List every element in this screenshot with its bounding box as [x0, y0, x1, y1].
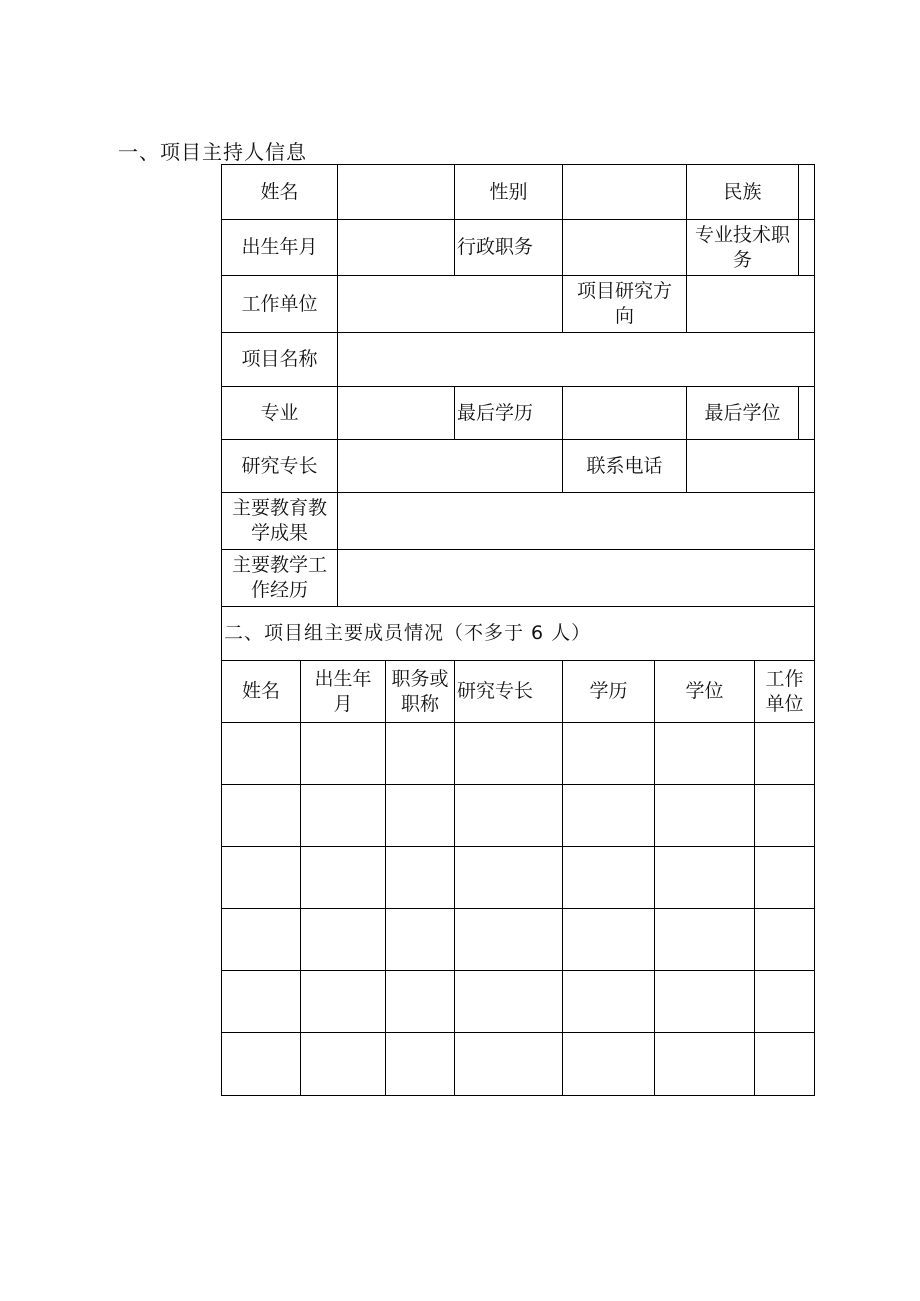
- member-cell[interactable]: [563, 1033, 654, 1095]
- birth-date-label: 出生年月: [241, 236, 318, 258]
- research-direction-label: 项目研究方 向: [576, 280, 672, 327]
- member-cell[interactable]: [301, 1033, 385, 1095]
- section-2-title: 二、项目组主要成员情况（不多于 6 人）: [224, 622, 592, 644]
- member-cell[interactable]: [655, 723, 754, 784]
- expertise-field[interactable]: [338, 440, 562, 492]
- member-cell[interactable]: [755, 971, 814, 1032]
- member-cell[interactable]: [222, 847, 300, 908]
- birth-date-field[interactable]: [338, 220, 454, 275]
- member-cell[interactable]: [655, 847, 754, 908]
- major-field[interactable]: [338, 387, 454, 439]
- section-1-title: 一、项目主持人信息: [118, 140, 307, 164]
- member-cell[interactable]: [563, 909, 654, 970]
- member-cell[interactable]: [301, 785, 385, 846]
- member-cell[interactable]: [386, 909, 454, 970]
- members-header-title: 职务或 职称: [391, 667, 449, 715]
- members-header-education: 学历: [589, 680, 628, 702]
- achievements-label: 主要教育教 学成果: [231, 497, 327, 544]
- member-cell[interactable]: [655, 785, 754, 846]
- member-cell[interactable]: [386, 847, 454, 908]
- member-cell[interactable]: [222, 723, 300, 784]
- member-cell[interactable]: [655, 909, 754, 970]
- member-cell[interactable]: [563, 785, 654, 846]
- member-cell[interactable]: [455, 1033, 562, 1095]
- name-label: 姓名: [260, 180, 299, 203]
- admin-post-field[interactable]: [563, 220, 686, 275]
- member-cell[interactable]: [222, 971, 300, 1032]
- member-cell[interactable]: [455, 909, 562, 970]
- members-header-name: 姓名: [241, 680, 280, 702]
- degree-field[interactable]: [799, 387, 814, 439]
- member-cell[interactable]: [755, 909, 814, 970]
- experience-field[interactable]: [338, 550, 814, 606]
- member-cell[interactable]: [563, 847, 654, 908]
- name-field[interactable]: [338, 165, 454, 219]
- ethnicity-label: 民族: [723, 180, 762, 203]
- experience-label: 主要教学工 作经历: [231, 554, 327, 601]
- degree-label: 最后学位: [704, 401, 781, 424]
- education-field[interactable]: [563, 387, 686, 439]
- expertise-label: 研究专长: [241, 454, 318, 477]
- members-header-employer: 工作 单位: [765, 667, 804, 715]
- phone-field[interactable]: [687, 440, 814, 492]
- members-header-expertise: 研究专长: [457, 680, 534, 702]
- member-cell[interactable]: [455, 971, 562, 1032]
- member-cell[interactable]: [386, 723, 454, 784]
- employer-field[interactable]: [338, 276, 562, 332]
- member-cell[interactable]: [455, 847, 562, 908]
- member-cell[interactable]: [563, 723, 654, 784]
- tech-title-field[interactable]: [799, 220, 814, 275]
- member-cell[interactable]: [755, 723, 814, 784]
- member-cell[interactable]: [755, 1033, 814, 1095]
- member-cell[interactable]: [222, 785, 300, 846]
- member-cell[interactable]: [455, 785, 562, 846]
- member-cell[interactable]: [655, 971, 754, 1032]
- member-cell[interactable]: [301, 971, 385, 1032]
- member-cell[interactable]: [386, 971, 454, 1032]
- member-cell[interactable]: [563, 971, 654, 1032]
- project-name-field[interactable]: [338, 333, 814, 386]
- member-cell[interactable]: [755, 847, 814, 908]
- member-cell[interactable]: [655, 1033, 754, 1095]
- member-cell[interactable]: [222, 1033, 300, 1095]
- tech-title-label: 专业技术职 务: [694, 223, 790, 271]
- rule: [221, 1095, 815, 1096]
- member-cell[interactable]: [301, 909, 385, 970]
- rule: [814, 164, 815, 1096]
- research-direction-field[interactable]: [687, 276, 814, 332]
- project-name-label: 项目名称: [241, 348, 318, 370]
- members-header-degree: 学位: [685, 680, 724, 702]
- member-cell[interactable]: [222, 909, 300, 970]
- member-cell[interactable]: [386, 785, 454, 846]
- phone-label: 联系电话: [586, 454, 663, 477]
- achievements-field[interactable]: [338, 493, 814, 549]
- gender-label: 性别: [489, 180, 528, 203]
- member-cell[interactable]: [301, 723, 385, 784]
- gender-field[interactable]: [563, 165, 686, 219]
- ethnicity-field[interactable]: [799, 165, 814, 219]
- member-cell[interactable]: [386, 1033, 454, 1095]
- member-cell[interactable]: [455, 723, 562, 784]
- admin-post-label: 行政职务: [457, 236, 534, 258]
- member-cell[interactable]: [301, 847, 385, 908]
- education-label: 最后学历: [457, 401, 534, 424]
- members-header-birth: 出生年 月: [314, 667, 372, 715]
- major-label: 专业: [260, 401, 299, 424]
- member-cell[interactable]: [755, 785, 814, 846]
- employer-label: 工作单位: [241, 292, 318, 315]
